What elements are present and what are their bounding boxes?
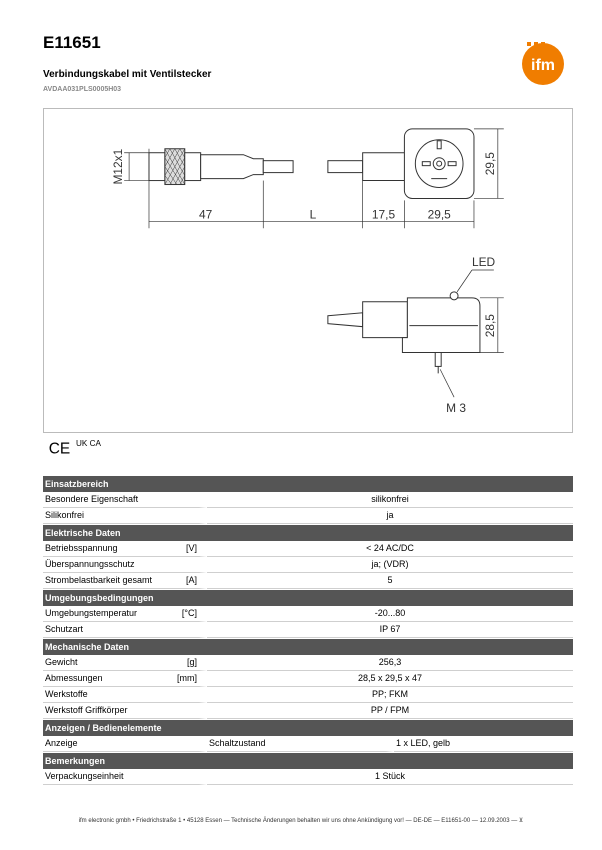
table-row: Abmessungen [mm] 28,5 x 29,5 x 47 [43, 671, 573, 687]
table-row: Silikonfrei ja [43, 508, 573, 524]
section-title: Anzeigen / Bedienelemente [43, 719, 573, 736]
table-row: Werkstoff Griffkörper PP / FPM [43, 703, 573, 719]
article-code: AVDAA031PLS0005H03 [43, 86, 122, 93]
footer-text: ifm electronic gmbh • Friedrichstraße 1 • 45128 Essen — Technische Änderungen behalten wir uns ohne Ankündigung vor! — DE-DE — E11651-00 — 12.09.2003 — [78, 818, 518, 824]
dim-28-5-label: 28,5 [482, 314, 497, 338]
table-row: Umgebungstemperatur [°C] -20...80 [43, 606, 573, 622]
product-name: Verbindungskabel mit Ventilstecker [43, 69, 212, 80]
section-title: Einsatzbereich [43, 475, 573, 492]
page-mark-icon: ⊻ [518, 818, 524, 824]
section-title: Elektrische Daten [43, 524, 573, 541]
spec-table [43, 475, 573, 785]
ukca-mark [76, 439, 102, 448]
ce-mark: CE [48, 440, 71, 458]
certification-marks [46, 438, 106, 458]
svg-text:ifm: ifm [531, 57, 555, 74]
table-row: Betriebsspannung [V] < 24 AC/DC [43, 541, 573, 557]
table-row: Besondere Eigenschaft silikonfrei [43, 492, 573, 508]
section-title: Umgebungsbedingungen [43, 589, 573, 606]
ifm-logo [513, 40, 573, 85]
dim-17-5-label: 17,5 [371, 207, 396, 222]
dim-29-5-bottom-label: 29,5 [427, 207, 451, 222]
section-title: Bemerkungen [43, 752, 573, 769]
table-row: Gewicht [g] 256,3 [43, 655, 573, 671]
table-row: Werkstoffe PP; FKM [43, 687, 573, 703]
led-label: LED [471, 255, 496, 270]
table-row: Anzeige Schaltzustand 1 x LED, gelb [43, 736, 573, 752]
dim-29-5-side-label: 29,5 [482, 152, 497, 176]
table-row: Strombelastbarkeit gesamt [A] 5 [43, 573, 573, 589]
table-row: Überspannungsschutz ja; (VDR) [43, 557, 573, 573]
table-row: Schutzart IP 67 [43, 622, 573, 638]
valve-connector-top [328, 129, 474, 199]
valve-connector-side [328, 292, 480, 373]
table-row: Verpackungseinheit 1 Stück [43, 769, 573, 785]
dim-47-label: 47 [199, 207, 213, 222]
technical-drawing [43, 108, 573, 433]
footer [0, 817, 602, 824]
svg-text:UK CA: UK CA [76, 439, 101, 449]
product-code: E11651 [43, 33, 101, 52]
thread-label: M12x1 [111, 148, 126, 185]
m12-connector [149, 149, 293, 185]
section-title: Mechanische Daten [43, 638, 573, 655]
screw-label: M 3 [446, 401, 467, 416]
dim-l-label: L [309, 207, 317, 222]
